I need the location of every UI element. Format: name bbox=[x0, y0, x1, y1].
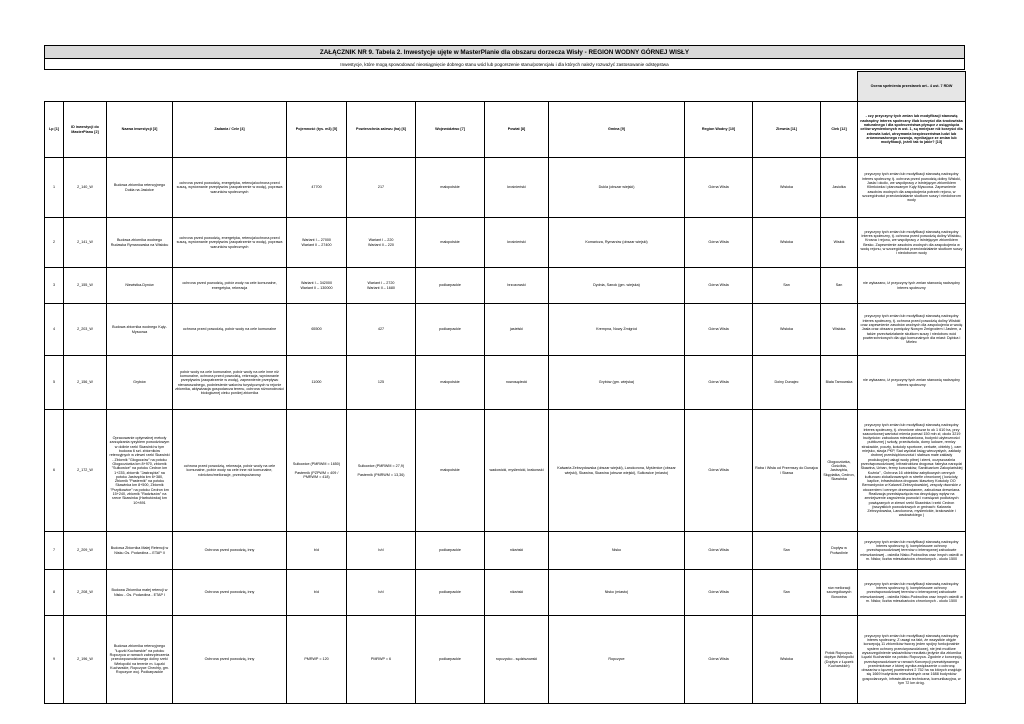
cell-lp: 5 bbox=[45, 356, 64, 410]
cell-id: 2_209_W bbox=[64, 532, 107, 570]
cell-county: jasielski bbox=[485, 304, 549, 356]
cell-catchment: Wisłoka bbox=[753, 158, 821, 218]
cell-area: Wariant I – 220 Wariant II – 220 bbox=[347, 218, 416, 268]
table-row bbox=[45, 304, 966, 356]
cell-region: Górna Wisła bbox=[685, 356, 753, 410]
cell-area: 217 bbox=[347, 158, 416, 218]
header-capacity: Pojemność (tys. m3) [5] bbox=[287, 102, 347, 158]
cell-river: Jasiołka bbox=[821, 158, 858, 218]
cell-region: Górna Wisła bbox=[685, 570, 753, 616]
cell-capacity: 65500 bbox=[287, 304, 347, 356]
cell-commune: Krempna, Nowy Żmigród bbox=[549, 304, 685, 356]
cell-goals: ochrona przed powodzią, energetyka, retencja/ochrona przed suszą, wyrównanie przepływów (zaopatrzenie w wodę), poprawa warunków społecznych bbox=[173, 158, 287, 218]
cell-voivodeship: małopolskie bbox=[416, 410, 485, 532]
cell-area: Sułkowice (PMRWM = 27,9) Pasternik (PMRWM = 13,36) bbox=[347, 410, 416, 532]
table-row bbox=[45, 268, 966, 304]
cell-name: Budowa Zbiornika małej retencji w Nisku - Os. Podwolina - ETAP I bbox=[107, 570, 173, 616]
header-assessment: - czy przyczyny tych zmian lub modyfikacji stanowią nadrzędny interes społeczny i/lub korzyści dla środowiska naturalnego i dla społeczeństwa płynące z osiągnięcia celów wymienionych w ust. 1, są mniejsze niż korzyści dla zdrowia ludzi, utrzymania bezpieczeństwa ludzi lub zrównoważonego rozwoju, wynikające ze zmian lub modyfikacji, jeżeli tak to jakie? [13] bbox=[858, 102, 966, 158]
cell-river: Wisłok bbox=[821, 218, 858, 268]
header-county: Powiat [8] bbox=[485, 102, 549, 158]
cell-region: Górna Wisła bbox=[685, 158, 753, 218]
cell-commune: Kalwaria Zebrzydowska (obszar wiejski), Lanckorona, Myślenice (obszar wiejski), Skawina, Skawina (obszar wiejski), Sułkowice (miasto) bbox=[549, 410, 685, 532]
cell-name: Budowa Zbiornika Małej Retencji w Nisku Os. Podwolina – ETAP II bbox=[107, 532, 173, 570]
cell-area: b/d bbox=[347, 570, 416, 616]
cell-river: Dopływ w Podwolinie bbox=[821, 532, 858, 570]
header-region: Region Wodny [10] bbox=[685, 102, 753, 158]
cell-region: Górna Wisła bbox=[685, 304, 753, 356]
cell-assessment: przyczyny tych zmian lub modyfikacji stanowią nadrzędny interes społeczny, tj. kompleksowe ochrony przeciwpowodziowej terenów o intensywnej zabudowie mieszkaniowej - osiedla Nisko-Podwolina oraz innych osiedli w m. Nisko; liczba mieszkańców chronionych - około 1500 bbox=[858, 570, 966, 616]
cell-name: Budowa zbiornika retencyjnego Dukla na Jasiołce bbox=[107, 158, 173, 218]
cell-region: Górna Wisła bbox=[685, 218, 753, 268]
cell-capacity: Wariant I – 27000 Wariant II – 27400 bbox=[287, 218, 347, 268]
cell-county: niżański bbox=[485, 570, 549, 616]
cell-lp: 8 bbox=[45, 570, 64, 616]
cell-name: Grybów bbox=[107, 356, 173, 410]
cell-goals: Ochrona przed powodzią, inny bbox=[173, 532, 287, 570]
cell-assessment: przyczyny tych zmian lub modyfikacji stanowią nadrzędny interes społeczny, tj. chronione obszar to ok 1 610 ha, przy szacunkowej wartości mienia pomad 150 mln zł, około 3219 budynków: zabudowa mieszkaniowa, budynki użyteczności publicznej ( szkoły, przedszkola, domy ludowe, remizy strażackie, poczty, kościoły sportowe, cerkwie, obiekty ), cam miejsko, stacja PKP, Sad wydział ksiąg wieczystych, zakłady drobnej przedsiębiorczości i słabsza małe zakłady produkcyjnej usługi wody pitnej i ziemi, oczyszczalnia przeciwpowodziowej, infrastruktura drogowa: fabryka narzędzi Skawina, Urban, fermy kurczaków, Sanktuarium Zakopiańskiej Kożnia" , Ochrona 16 obiektów zabytkowych cennych kulturowo zlokalizowanych w strefie chronionej ( kościoły, kaplice, infrastruktura drogowa: klasztory Kościoły OO Bernardynów w Kalwarii Zebrzydowskiej, zespoły dworskie z otoczeniem i cennym drzewostanem, zabudowa drewniana. Realizacja przedsięwzięcia ma decydujący wpływ na zmniejszenie zagrożenia powodzi i rozwiązań podłuśnych powiązanych w zlewni rzeki Skawinka i rzeki Cedron (wszystkich powodziowych w gminach: Kalwaria Zebrzydowska, Lanckorona, myślenickie, krakowskie i wadowickiego ) bbox=[858, 410, 966, 532]
table-row bbox=[45, 356, 966, 410]
header-id: ID inwestycji do MasterPlanu [2] bbox=[64, 102, 107, 158]
cell-capacity: 11000 bbox=[287, 356, 347, 410]
cell-id: 2_196_W bbox=[64, 616, 107, 704]
cell-name: Budowa zbiornika wodnego Rudawka Rymanowska na Wisłoku bbox=[107, 218, 173, 268]
cell-lp: 7 bbox=[45, 532, 64, 570]
cell-id: 2_156_W bbox=[64, 356, 107, 410]
cell-voivodeship: małopolskie bbox=[416, 218, 485, 268]
header-river: Ciek [12] bbox=[821, 102, 858, 158]
cell-catchment: Dolny Dunajec bbox=[753, 356, 821, 410]
cell-voivodeship: podkarpackie bbox=[416, 304, 485, 356]
cell-id: 2_140_W bbox=[64, 158, 107, 218]
cell-lp: 4 bbox=[45, 304, 64, 356]
cell-assessment: przyczyny tych zmian lub modyfikacji stanowią nadrzędny interes społeczny, tj. ochrona przed powodzią doliny Wisłoku, Krosna i rejonu, we współpracy z istniejącym zbiornikiem Besko. Zapewnienie zasobów wodnych dla zaspokojenia w wodę rejonu, w szczególności przeciwdziałanie skutkom suszy i niedoborom wody bbox=[858, 218, 966, 268]
cell-river: Potok Ropczyca-dopływ Wielopolki (Dopływ z Łączek Kucharskich) bbox=[821, 616, 858, 704]
cell-name: Niewistka-Dynów bbox=[107, 268, 173, 304]
cell-catchment: San bbox=[753, 570, 821, 616]
cell-region: Górna Wisła bbox=[685, 532, 753, 570]
cell-area: PMRWP = 6 bbox=[347, 616, 416, 704]
cell-goals: Ochrona przed powodzią, inny bbox=[173, 616, 287, 704]
header-lp: Lp [1] bbox=[45, 102, 64, 158]
document-title: ZAŁĄCZNIK NR 9. Tabela 2. Inwestycje ujęte w MasterPlanie dla obszaru dorzecza Wisły - REGION WODNY GÓRNEJ WISŁY bbox=[44, 45, 965, 59]
table-row bbox=[45, 570, 966, 616]
cell-name: Budowa zbiornika wodnego Kąty-Myscowa bbox=[107, 304, 173, 356]
cell-area: b/d bbox=[347, 532, 416, 570]
header-name: Nazwa inwestycji [3] bbox=[107, 102, 173, 158]
cell-name: Budowa zbiornika retencyjnego "Łączki Kucharskie" na potoku Ropczyca w ramach zabezpieczenia przeciwpowodziowego doliny rzeki Wielopolki na terenie m. Łączki Kucharskie, Ropczyce Chechły, gm. Ropczyce woj. Podkarpackie bbox=[107, 616, 173, 704]
cell-lp: 2 bbox=[45, 218, 64, 268]
cell-commune: Nisko (miasto) bbox=[549, 570, 685, 616]
cell-region: Górna Wisła bbox=[685, 616, 753, 704]
cell-commune: Nisko bbox=[549, 532, 685, 570]
cell-capacity: 47700 bbox=[287, 158, 347, 218]
cell-commune: Dukla (obszar wiejski) bbox=[549, 158, 685, 218]
cell-id: 2_208_W bbox=[64, 570, 107, 616]
cell-id: 2_203_W bbox=[64, 304, 107, 356]
cell-county: ropczycko - sędziszowski bbox=[485, 616, 549, 704]
cell-river: San bbox=[821, 268, 858, 304]
cell-capacity: Sułkowice (PMRWM = 1650) Pasternik (PZPWM = 409 / PMRWM = 418) bbox=[287, 410, 347, 532]
cell-lp: 3 bbox=[45, 268, 64, 304]
cell-lp: 9 bbox=[45, 616, 64, 704]
cell-assessment: przyczyny tych zmian lub modyfikacji stanowią nadrzędny interes społeczny, tj. ochrona przed powodzią doliny Wisłoki, Jasła i okolic, we współpracy z istniejącym zbiornikiem Klimkówka i planowanym Kąty Myscowa. Zapewnienie zasobów wodnych dla zaspokojenia potrzeb rejonu, w szczególności przeciwdziałanie skutkom suszy i niedoborom wody bbox=[858, 158, 966, 218]
header-commune: Gmina [9] bbox=[549, 102, 685, 158]
cell-county: krośnieński bbox=[485, 158, 549, 218]
cell-lp: 1 bbox=[45, 158, 64, 218]
cell-voivodeship: małopolskie bbox=[416, 158, 485, 218]
cell-goals: Ochrona przed powodzią, inny bbox=[173, 570, 287, 616]
cell-commune: Dydnia, Sanok (gm. wiejska) bbox=[549, 268, 685, 304]
cell-capacity: b/d bbox=[287, 570, 347, 616]
cell-county: wadowicki, myślenicki, krakowski bbox=[485, 410, 549, 532]
header-catchment: Zlewnia [11] bbox=[753, 102, 821, 158]
header-area: Powierzchnia zalewu (ha) [6] bbox=[347, 102, 416, 158]
cell-catchment: San bbox=[753, 268, 821, 304]
investments-table bbox=[44, 71, 966, 704]
cell-county: nowosądecki bbox=[485, 356, 549, 410]
cell-river: Biała Tarnowska bbox=[821, 356, 858, 410]
cell-county: niżański bbox=[485, 532, 549, 570]
cell-goals: ochrona przed powodzią, pobór wody na cele komunalne, energetyka, rekreacja bbox=[173, 268, 287, 304]
assessment-group-header: Ocena spełnienia przesłanek art.. 4 ust. 7 RDW bbox=[858, 72, 966, 102]
cell-area: Wariant I – 2720 Wariant II – 1680 bbox=[347, 268, 416, 304]
cell-catchment: Raba i Wisła od Przemszy do Dunajca / Skawa bbox=[753, 410, 821, 532]
document-page bbox=[44, 45, 965, 704]
cell-voivodeship: podkarpackie bbox=[416, 268, 485, 304]
cell-lp: 6 bbox=[45, 410, 64, 532]
cell-catchment: Wisłoka bbox=[753, 218, 821, 268]
cell-region: Górna Wisła bbox=[685, 410, 753, 532]
cell-voivodeship: małopolskie bbox=[416, 356, 485, 410]
cell-assessment: przyczyny tych zmian lub modyfikacji stanowią nadrzędny interes społeczny, Z uwagi na fakt, że wszystkie objęte koncepcją 11 zbiorników tworzy jeden spójny funkcjonalnie system ochrony przeciwpowodziowej, nie jest możliwe wyszczególnienie wskaźników rezultatu jedynie dla zbiornika Łączki Kucharskie na potoku Ropczyca. Zgodnie z koncepcją przeciwpowodziowe w ramach Koncepcji przewidywanego przedmiotowe z której wynika zwiększenie o ochronę obszarów o łącznej powierzchni 2 752 ha na których znajduje się 1669 budynków mieszkalnych oraz 1688 budynków gospodarczych, infrastruktura techniczna, komunikacyjna, w tym 72 km dróg. bbox=[858, 616, 966, 704]
cell-assessment: nie wykazano, iż przyczyny tych zmian stanowią nadrzędny interes społeczny bbox=[858, 356, 966, 410]
cell-commune: Grybów (gm. wiejska) bbox=[549, 356, 685, 410]
table-row bbox=[45, 616, 966, 704]
cell-river: rów melioracji szczegółowych Borowina bbox=[821, 570, 858, 616]
cell-catchment: Wisłoka bbox=[753, 616, 821, 704]
document-subtitle: Inwestycje, które mogą spowodować nieosiągnięcie dobrego stanu wód lub pogorszenie stanu/potencjału i dla których należy rozważyć zastosowanie odstępstwa bbox=[44, 59, 965, 70]
cell-name: Opracowanie optymalnej metody zarządzania ryzykiem powodziowym w dolinie rzeki Skawinki w tym budowa 6 szt. zbiorników retencyjnych w zlewni rzeki Skawinki - Zbiornik "Głogoczów" na potoku Głogoczówka km 8+970, zbiornik "Sułkowice" na potoku Cedron km 1+235, zbiornik "Jastrzębia" na potoku Jastrzębia km 6+380, Zbiornik "Pasternik" na potoku Skawinka km 8+500, Zbiornik "Przytkowice" na potoku Cedron km 15+240, zbiornik "Radziszów" na rzece Skawinka (Harbutówka) km 10+891 bbox=[107, 410, 173, 532]
cell-catchment: San bbox=[753, 532, 821, 570]
cell-commune: Komańcza, Rymanów (obszar wiejski) bbox=[549, 218, 685, 268]
cell-capacity: b/d bbox=[287, 532, 347, 570]
cell-capacity: Wariant I – 342000 Wariant II – 130000 bbox=[287, 268, 347, 304]
cell-goals: ochrona przed powodzią, pobór wody na cele komunalne bbox=[173, 304, 287, 356]
cell-county: brzozowski bbox=[485, 268, 549, 304]
cell-id: 2_155_W bbox=[64, 268, 107, 304]
cell-assessment: przyczyny tych zmian lub modyfikacji stanowią nadrzędny interes społeczny, tj. kompleksowe ochrony przeciwpowodziowej terenów o intensywnej zabudowie mieszkaniowej - osiedla Nisko-Podwolina oraz innych osiedli w m. Nisko; liczba mieszkańców chronionych - około 1500 bbox=[858, 532, 966, 570]
cell-assessment: nie wykazano, iż przyczyny tych zmian stanowią nadrzędny interes społeczny bbox=[858, 268, 966, 304]
cell-area: 125 bbox=[347, 356, 416, 410]
cell-capacity: PMRWP = 120 bbox=[287, 616, 347, 704]
cell-id: 2_172_W bbox=[64, 410, 107, 532]
cell-goals: ochrona przed powodzią, energetyka, retencja/ochrona przed suszą, wyrównanie przepływów (zaopatrzenie w wodę), poprawa warunków społecznych bbox=[173, 218, 287, 268]
table-row bbox=[45, 218, 966, 268]
header-voivodeship: Województwo [7] bbox=[416, 102, 485, 158]
table-row bbox=[45, 532, 966, 570]
cell-river: Głogoczówka, Gościbia, Jastrzębia, Skępiatka, Cedron, Skawinka bbox=[821, 410, 858, 532]
cell-voivodeship: podkarpackie bbox=[416, 616, 485, 704]
cell-region: Górna Wisła bbox=[685, 268, 753, 304]
table-row bbox=[45, 410, 966, 532]
cell-area: 427 bbox=[347, 304, 416, 356]
cell-id: 2_141_W bbox=[64, 218, 107, 268]
header-goals: Zadania / Cele [4] bbox=[173, 102, 287, 158]
cell-assessment: przyczyny tych zmian lub modyfikacji stanowią nadrzędny interes społeczny, tj. ochrona przed powodzią doliny Wisłoki oraz zapewnienie zasobów wodnych dla zaspokojenia w wodę Jasła oraz obszaru pomiędzy Nowym Żmigrodem i Jasłem, a także przeciwdziałanie skutkom suszy i niedoboru wód powierzchniowych dla ujęć komunalnych dla miast: Dębica i Mielec bbox=[858, 304, 966, 356]
cell-goals: pobór wody na cele komunalne, pobór wody na cele inne niż komunalne, ochrona przed powodzią, rekreacja, wyrównanie przepływów (zaopatrzenie w wodę), zapewnienie przepływu nienaruszalnego, podniesienie walorów turystycznych w rejonie zbiornika, aktywizacja gospodarcza terenu, ochrona różnorodności biologicznej cieku poniżej zbiornika bbox=[173, 356, 287, 410]
cell-voivodeship: podkarpackie bbox=[416, 570, 485, 616]
cell-commune: Ropczyce bbox=[549, 616, 685, 704]
cell-county: krośnieński bbox=[485, 218, 549, 268]
cell-catchment: Wisłoka bbox=[753, 304, 821, 356]
cell-goals: ochrona przed powodzią, rekreacja, pobór wody na cele komunalne, pobór wody na cele inne niż komunalne, rolnictwo/melioracje, przeciwpożarowy bbox=[173, 410, 287, 532]
cell-river: Wisłoka bbox=[821, 304, 858, 356]
cell-voivodeship: podkarpackie bbox=[416, 532, 485, 570]
table-row bbox=[45, 158, 966, 218]
